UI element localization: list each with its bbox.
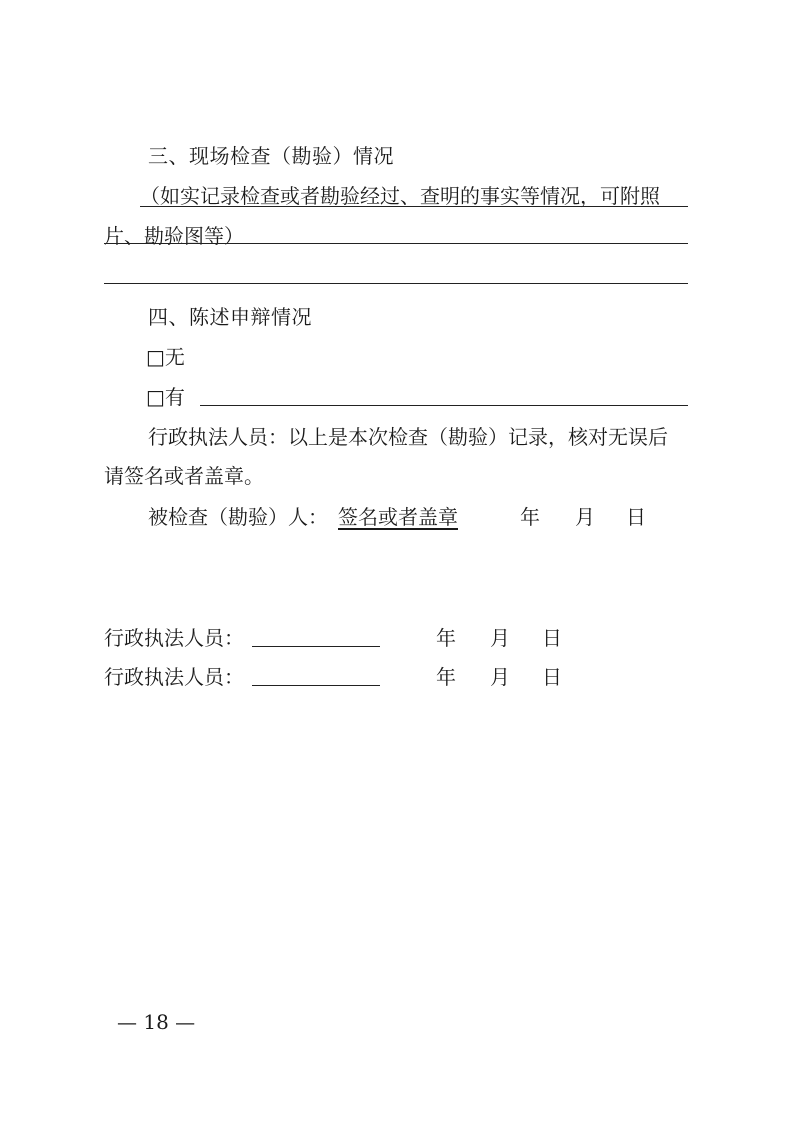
page-number: — 18 — (117, 1010, 196, 1034)
officer-2-date-month: 月 (490, 665, 510, 689)
officer-1-date-day: 日 (542, 626, 562, 650)
section3-instruction-line2: 片、勘验图等） (104, 224, 244, 248)
inspected-date-day: 日 (626, 505, 646, 529)
officer-1-date-year: 年 (436, 626, 456, 650)
instruction-underline-2 (104, 243, 688, 244)
inspected-party-label: 被检查（勘验）人： (148, 505, 328, 529)
option-yes-checkbox[interactable]: □有 (146, 385, 185, 409)
officer-2-label: 行政执法人员： (104, 665, 244, 689)
section3-instruction-line1: （如实记录检查或者勘验经过、查明的事实等情况，可附照 (140, 184, 660, 208)
officer-1-label: 行政执法人员： (104, 626, 244, 650)
inspected-date-year: 年 (520, 505, 540, 529)
record-blank-line[interactable] (104, 283, 688, 284)
confirmation-line1: 行政执法人员：以上是本次检查（勘验）记录，核对无误后 (148, 425, 668, 449)
officer-2-date-day: 日 (542, 665, 562, 689)
instruction-underline-1 (140, 206, 688, 207)
officer-2-date-year: 年 (436, 665, 456, 689)
confirmation-line2: 请签名或者盖章。 (104, 464, 264, 488)
section3-heading: 三、现场检查（勘验）情况 (148, 144, 394, 168)
inspected-date-month: 月 (575, 505, 595, 529)
option-none-checkbox[interactable]: □无 (146, 345, 185, 369)
officer-1-signature-field[interactable] (252, 646, 380, 647)
section4-heading: 四、陈述申辩情况 (148, 305, 312, 329)
officer-2-signature-field[interactable] (252, 685, 380, 686)
inspected-party-signature-field[interactable]: 签名或者盖章 (338, 505, 458, 529)
statement-blank-line[interactable] (200, 405, 688, 406)
officer-1-date-month: 月 (490, 626, 510, 650)
